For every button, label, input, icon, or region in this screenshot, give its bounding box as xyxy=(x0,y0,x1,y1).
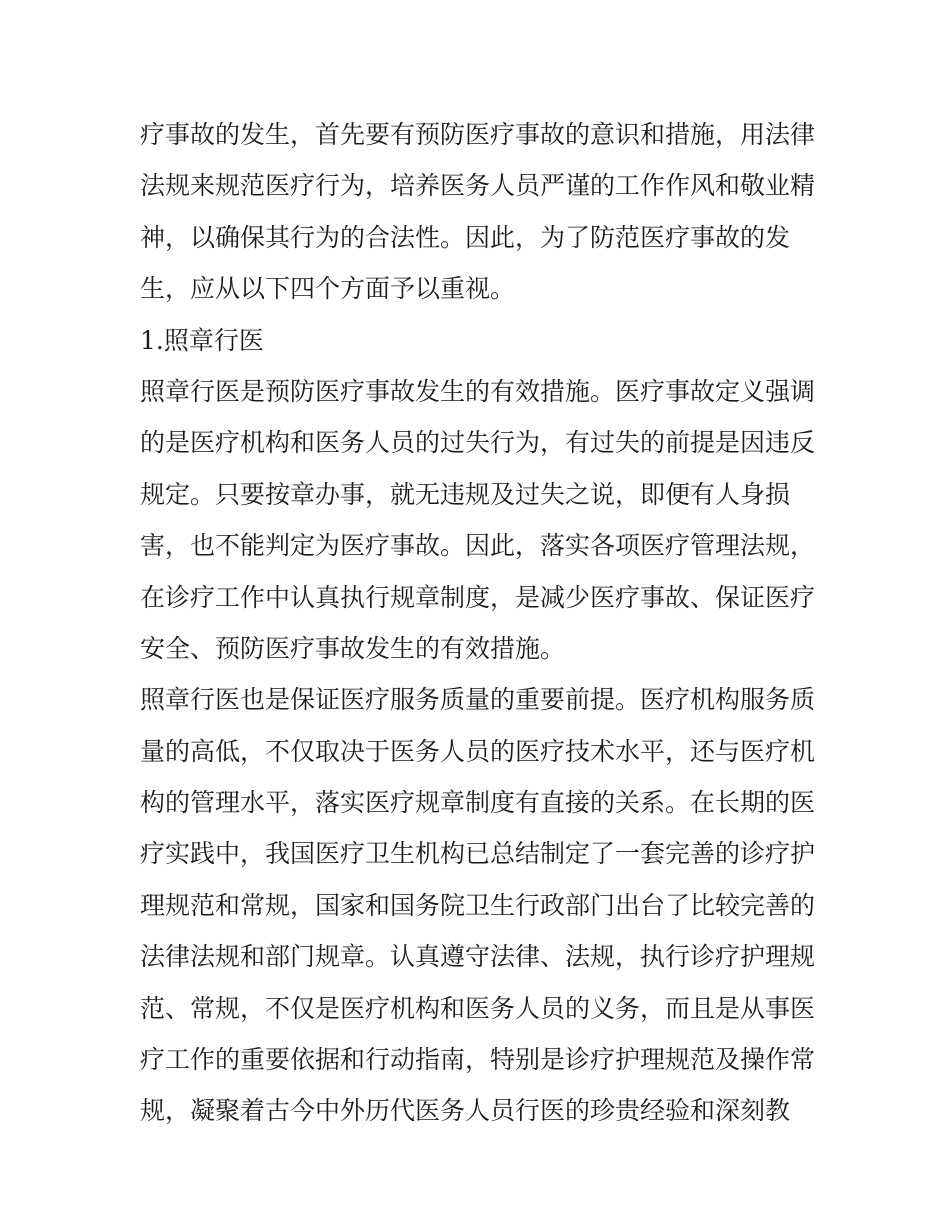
text-line: 疗实践中，我国医疗卫生机构已总结制定了一套完善的诊疗护 xyxy=(140,839,816,869)
text-line: 范、常规，不仅是医疗机构和医务人员的义务，而且是从事医 xyxy=(140,993,816,1023)
text-line: 构的管理水平，落实医疗规章制度有直接的关系。在长期的医 xyxy=(140,788,816,818)
text-line: 规定。只要按章办事，就无违规及过失之说，即便有人身损 xyxy=(140,479,791,509)
text-line: 照章行医是预防医疗事故发生的有效措施。医疗事故定义强调 xyxy=(140,376,816,406)
text-line: 生，应从以下四个方面予以重视。 xyxy=(140,274,516,304)
text-line: 疗事故的发生，首先要有预防医疗事故的意识和措施，用法律 xyxy=(140,120,816,149)
text-line: 安全、预防医疗事故发生的有效措施。 xyxy=(140,633,566,663)
text-line: 的是医疗机构和医务人员的过失行为，有过失的前提是因违反 xyxy=(140,428,816,458)
text-line: 神，以确保其行为的合法性。因此，为了防范医疗事故的发 xyxy=(140,222,791,252)
text-line: 害，也不能判定为医疗事故。因此，落实各项医疗管理法规， xyxy=(140,531,816,561)
text-line: 照章行医也是保证医疗服务质量的重要前提。医疗机构服务质 xyxy=(140,685,816,715)
text-line: 在诊疗工作中认真执行规章制度，是减少医疗事故、保证医疗 xyxy=(140,582,816,612)
text-line: 疗工作的重要依据和行动指南，特别是诊疗护理规范及操作常 xyxy=(140,1045,816,1075)
text-line: 规，凝聚着古今中外历代医务人员行医的珍贵经验和深刻教 xyxy=(140,1096,791,1126)
text-line: 理规范和常规，国家和国务院卫生行政部门出台了比较完善的 xyxy=(140,890,816,920)
text-line: 法规来规范医疗行为，培养医务人员严谨的工作作风和敬业精 xyxy=(140,171,816,201)
section-heading: 1.照章行医 xyxy=(140,325,264,355)
text-line: 量的高低，不仅取决于医务人员的医疗技术水平，还与医疗机 xyxy=(140,736,816,766)
text-line: 法律法规和部门规章。认真遵守法律、法规，执行诊疗护理规 xyxy=(140,942,816,972)
body-text xyxy=(140,109,820,1137)
